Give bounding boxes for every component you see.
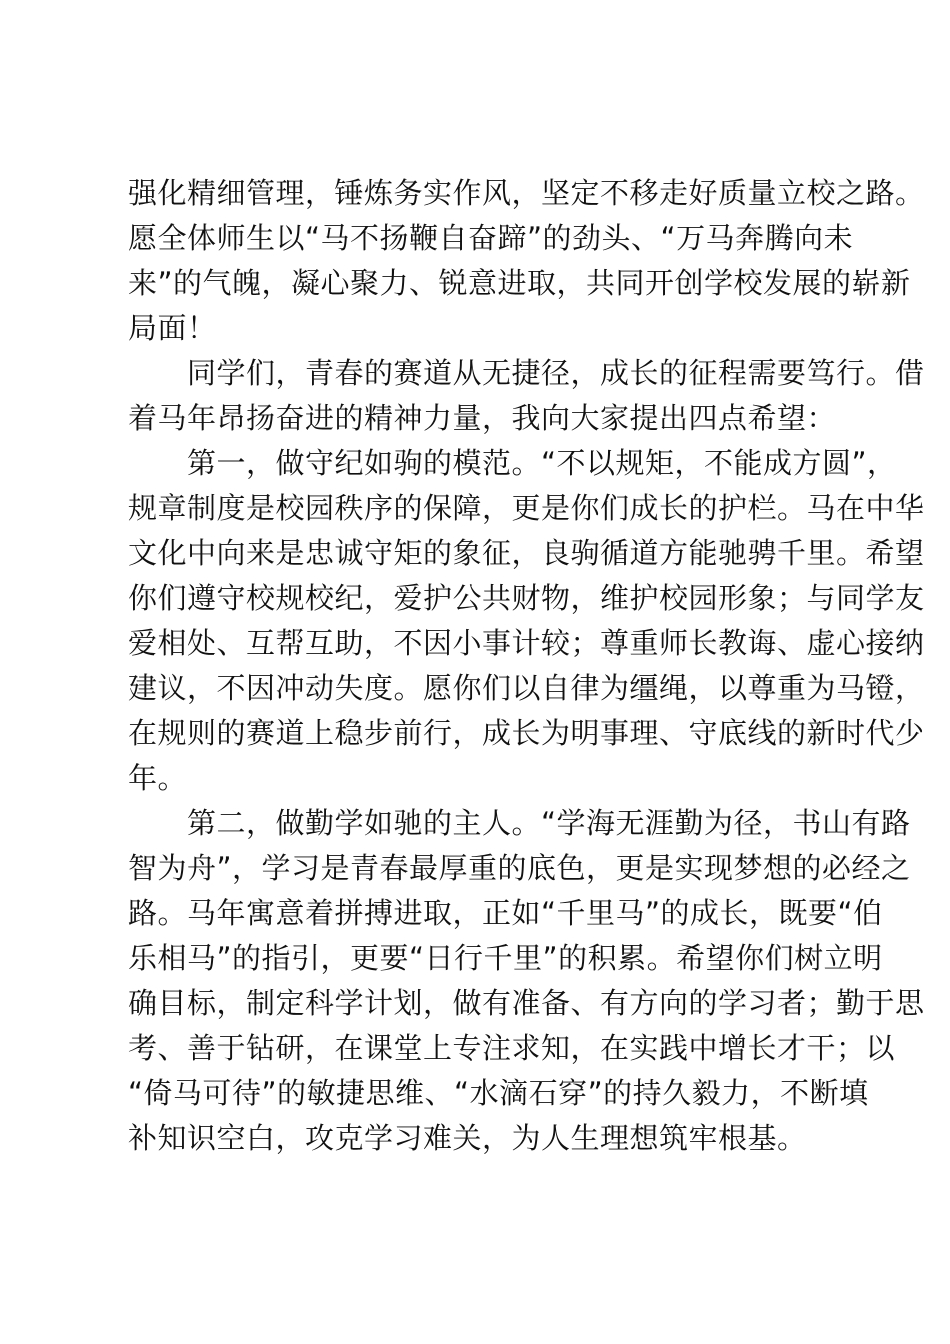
text-line: 着马年昂扬奋进的精神力量，我向大家提出四点希望： [128,401,837,435]
text-line: 智为舟”，学习是青春最厚重的底色，更是实现梦想的必经之 [128,851,911,885]
text-line: 文化中向来是忠诚守矩的象征，良驹循道方能驰骋千里。希望 [128,536,925,570]
text-line: 你们遵守校规校纪，爱护公共财物，维护校园形象；与同学友 [128,581,925,615]
text-line: 确目标，制定科学计划，做有准备、有方向的学习者；勤于思 [128,986,925,1020]
text-line: 同学们，青春的赛道从无捷径，成长的征程需要笃行。借 [128,356,925,390]
text-line: 路。马年寓意着拼搏进取，正如“千里马”的成长，既要“伯 [128,896,883,930]
text-line: 强化精细管理，锤炼务实作风，坚定不移走好质量立校之路。 [128,176,925,210]
text-line: 乐相马”的指引，更要“日行千里”的积累。希望你们树立明 [128,941,883,975]
text-line: 来”的气魄，凝心聚力、锐意进取，共同开创学校发展的崭新 [128,266,911,300]
text-line: 考、善于钻研，在课堂上专注求知，在实践中增长才干；以 [128,1031,896,1065]
text-line: 第一，做守纪如驹的模范。“不以规矩，不能成方圆”， [128,446,897,480]
text-line: 爱相处、互帮互助，不因小事计较；尊重师长教诲、虚心接纳 [128,626,925,660]
text-line: 年。 [128,761,188,795]
text-line: 建议，不因冲动失度。愿你们以自律为缰绳，以尊重为马镫， [128,671,925,705]
text-line: “倚马可待”的敏捷思维、“水滴石穿”的持久毅力，不断填 [128,1076,869,1110]
text-line: 局面！ [128,311,217,345]
text-line: 补知识空白，攻克学习难关，为人生理想筑牢根基。 [128,1121,807,1155]
text-line: 第二，做勤学如驰的主人。“学海无涯勤为径，书山有路 [128,806,911,840]
text-line: 规章制度是校园秩序的保障，更是你们成长的护栏。马在中华 [128,491,925,525]
text-line: 在规则的赛道上稳步前行，成长为明事理、守底线的新时代少 [128,716,925,750]
text-line: 愿全体师生以“马不扬鞭自奋蹄”的劲头、“万马奔腾向未 [128,221,854,255]
